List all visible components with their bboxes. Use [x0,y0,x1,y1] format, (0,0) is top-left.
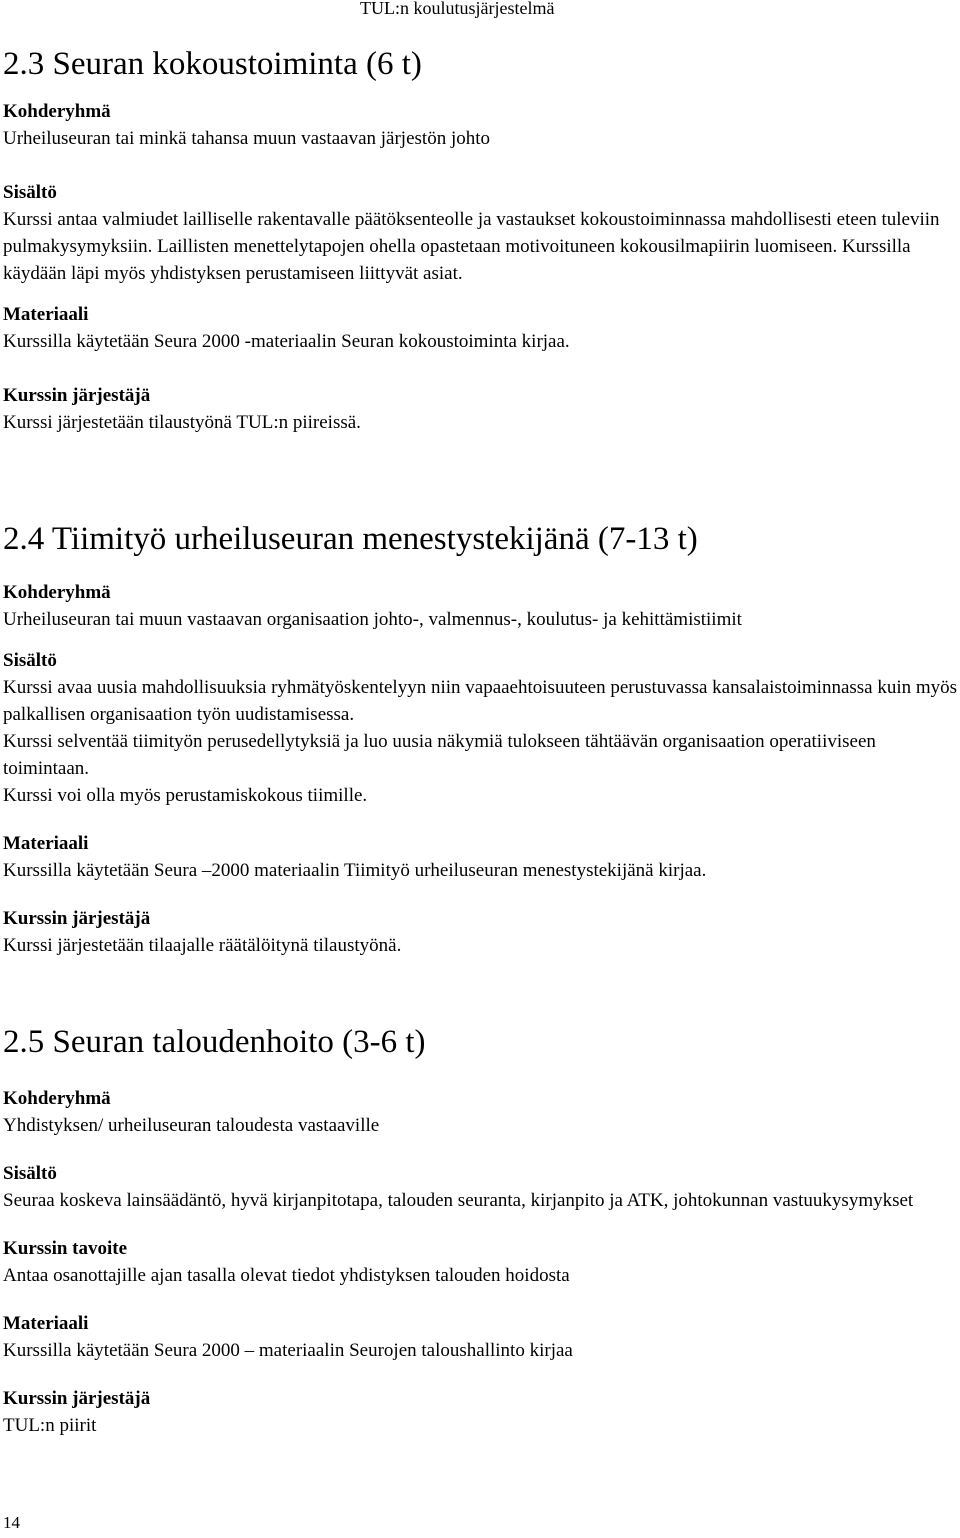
block-materiaali [3,1310,958,1364]
block-tavoite [3,1235,958,1289]
block-label: Kohderyhmä [3,101,111,122]
block-text: Urheiluseuran tai minkä tahansa muun vastaavan järjestön johto [3,128,490,149]
block-text: Kurssi avaa uusia mahdollisuuksia ryhmätyöskentelyyn niin vapaaehtoisuuteen perustuvassa kansalaistoiminnassa kuin myös palkallisen organisaation työn uudistamisessa. [3,677,958,725]
block-label: Kurssin järjestäjä [3,385,151,406]
running-head: TUL:n koulutusjärjestelmä [360,0,555,18]
section-2-3 [3,44,958,436]
block-label: Sisältö [3,182,57,203]
block-text: Kurssi voi olla myös perustamiskokous tiimille. [3,785,368,806]
block-label: Kohderyhmä [3,1088,111,1109]
block-text: Seuraa koskeva lainsäädäntö, hyvä kirjanpitotapa, talouden seuranta, kirjanpito ja ATK, johtokunnan vastuukysymykset [3,1190,914,1211]
block-jarjestaja [3,382,958,436]
block-text: Yhdistyksen/ urheiluseuran taloudesta vastaaville [3,1115,380,1136]
block-sisalto [3,179,958,287]
block-materiaali [3,830,958,884]
block-label: Materiaali [3,833,89,854]
block-text: Kurssi antaa valmiudet lailliselle rakentavalle päätöksenteolle ja vastaukset kokoustoiminnassa mahdollisesti eteen tuleviin pulmakysymyksiin. Laillisten menettelytapojen ohella opastetaan motivoituneen kokousilmapiirin luomiseen. Kurssilla käydään läpi myös yhdistyksen perustamiseen liittyvät asiat. [3,209,940,284]
block-label: Sisältö [3,1163,57,1184]
block-label: Materiaali [3,304,89,325]
block-kohderyhma [3,1085,958,1139]
block-jarjestaja [3,1385,958,1439]
block-text: Kurssi selventää tiimityön perusedellytyksiä ja luo uusia näkymiä tulokseen tähtäävän organisaation operatiiviseen toimintaan. [3,731,876,779]
block-text: TUL:n piirit [3,1415,97,1436]
block-label: Kohderyhmä [3,582,111,603]
block-text: Kurssi järjestetään tilaajalle räätälöitynä tilaustyönä. [3,935,402,956]
page-number: 14 [3,1513,20,1532]
block-text: Kurssilla käytetään Seura –2000 materiaalin Tiimityö urheiluseuran menestystekijänä kirjaa. [3,860,707,881]
block-label: Materiaali [3,1313,89,1334]
block-label: Sisältö [3,650,57,671]
block-label: Kurssin järjestäjä [3,908,151,929]
section-2-4 [3,519,958,959]
section-title: 2.3 Seuran kokoustoiminta (6 t) [3,46,422,82]
block-kohderyhma [3,98,958,152]
block-text: Kurssilla käytetään Seura 2000 – materiaalin Seurojen taloushallinto kirjaa [3,1340,573,1361]
block-sisalto [3,647,958,809]
section-title: 2.4 Tiimityö urheiluseuran menestystekijänä (7-13 t) [3,521,698,557]
block-sisalto [3,1160,958,1214]
block-materiaali [3,301,958,355]
block-text: Kurssilla käytetään Seura 2000 -materiaalin Seuran kokoustoiminta kirjaa. [3,331,570,352]
section-title: 2.5 Seuran taloudenhoito (3-6 t) [3,1024,426,1060]
block-text: Antaa osanottajille ajan tasalla olevat tiedot yhdistyksen talouden hoidosta [3,1265,570,1286]
block-text: Urheiluseuran tai muun vastaavan organisaation johto-, valmennus-, koulutus- ja kehittämistiimit [3,609,742,630]
block-jarjestaja [3,905,958,959]
block-label: Kurssin tavoite [3,1238,128,1259]
section-2-5 [3,1022,958,1439]
block-label: Kurssin järjestäjä [3,1388,151,1409]
block-kohderyhma [3,579,958,633]
block-text: Kurssi järjestetään tilaustyönä TUL:n piireissä. [3,412,361,433]
